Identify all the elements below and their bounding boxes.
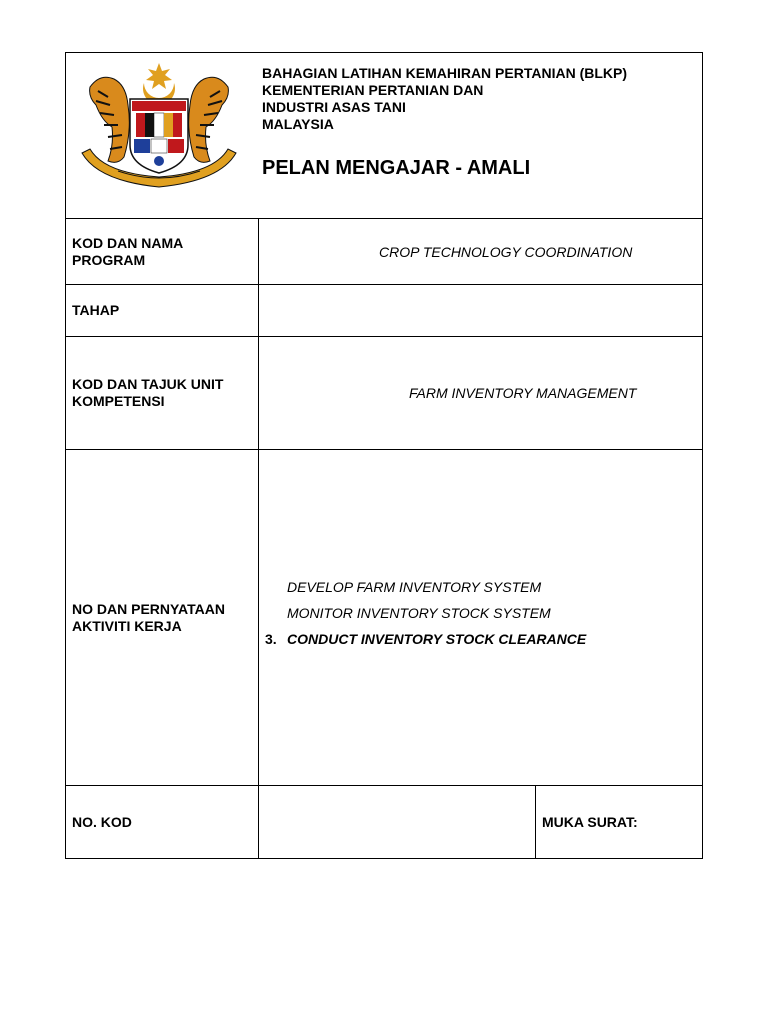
- activity-list: [259, 579, 702, 648]
- ministry-line: BAHAGIAN LATIHAN KEMAHIRAN PERTANIAN (BLKP): [262, 65, 628, 81]
- program-label: KOD DAN NAMA PROGRAM: [66, 219, 259, 285]
- form-title: PELAN MENGAJAR - AMALI: [262, 157, 531, 179]
- unit-value[interactable]: FARM INVENTORY MANAGEMENT: [259, 337, 703, 450]
- ministry-line: INDUSTRI ASAS TANI: [262, 99, 406, 115]
- program-value[interactable]: CROP TECHNOLOGY COORDINATION: [259, 219, 703, 285]
- ministry-heading: [262, 65, 627, 133]
- lesson-plan-form: [65, 52, 702, 860]
- kod-label: NO. KOD: [66, 786, 259, 859]
- tahap-value[interactable]: [259, 285, 703, 337]
- muka-surat-label: MUKA SURAT:: [536, 786, 703, 859]
- ministry-line: MALAYSIA: [262, 116, 334, 132]
- kod-value[interactable]: [259, 786, 536, 859]
- unit-label: KOD DAN TAJUK UNIT KOMPETENSI: [66, 337, 259, 450]
- activity-item: 3. CONDUCT INVENTORY STOCK CLEARANCE: [265, 630, 587, 647]
- activity-item: MONITOR INVENTORY STOCK SYSTEM: [287, 604, 551, 621]
- aktiviti-label: NO DAN PERNYATAAN AKTIVITI KERJA: [66, 450, 259, 786]
- activity-item: DEVELOP FARM INVENTORY SYSTEM: [287, 578, 542, 595]
- tahap-label: TAHAP: [66, 285, 259, 337]
- form-header: [66, 53, 703, 219]
- form-table: [65, 52, 703, 859]
- aktiviti-value[interactable]: [259, 450, 703, 786]
- malaysia-coat-of-arms-icon: [78, 61, 240, 193]
- ministry-line: KEMENTERIAN PERTANIAN DAN: [262, 82, 484, 98]
